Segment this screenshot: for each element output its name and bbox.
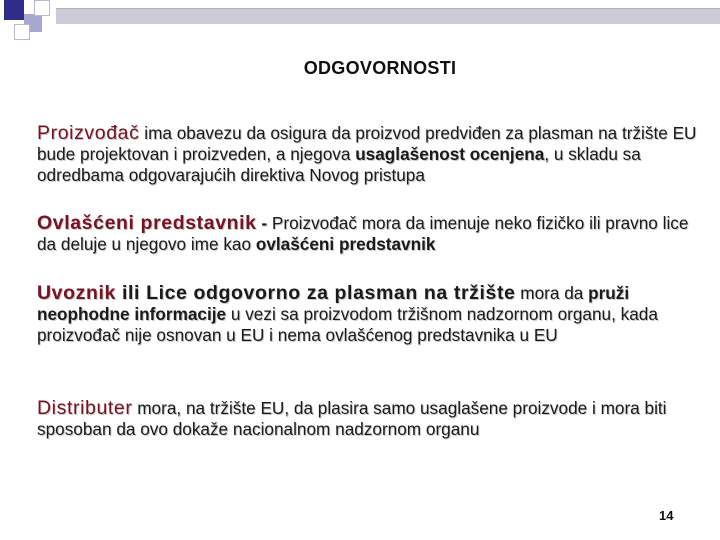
top-bar [56,8,720,24]
page-number: 14 [659,508,674,523]
paragraph-uvoznik: Uvoznik ili Lice odgovorno za plasman na tržište mora da pruži neophodne informacije u vezi sa proizvodom tržišnom nadzornom organu, kada proizvođač nije osnovan u EU i nema ovlašćenog predstavnika u EU [37,282,658,345]
term-distributer: Distributer [37,397,133,419]
term-lice-odgovorno: Lice odgovorno za plasman na tržište [146,282,516,304]
term-ovlasceni-predstavnik: Ovlašćeni predstavnik [37,212,257,234]
paragraph-distributer: Distributer mora, na tržište EU, da plasira samo usaglašene proizvode i mora biti sposoban da ovo dokaže nacionalnom nadzornom organu [37,397,667,439]
slide-title: ODGOVORNOSTI [303,58,457,78]
decor-square-outline [14,24,30,40]
term-uvoznik: Uvoznik [37,282,116,304]
decor-square-dark [4,0,24,20]
paragraph-ovlasceni-predstavnik: Ovlašćeni predstavnik - Proizvođač mora da imenuje neko fizičko ili pravno lice da deluje u njegovo ime kao ovlašćeni predstavnik [37,212,689,254]
decor-square-outline [34,0,50,16]
term-proizvodjac: Proizvođač [37,122,140,144]
paragraph-proizvodjac: Proizvođač ima obavezu da osigura da proizvod predviđen za plasman na tržište EU bude projektovan i proizveden, a njegova usaglašenost ocenjena, u skladu sa odredbama odgovarajućih direktiva Novog pristupa [37,122,697,185]
